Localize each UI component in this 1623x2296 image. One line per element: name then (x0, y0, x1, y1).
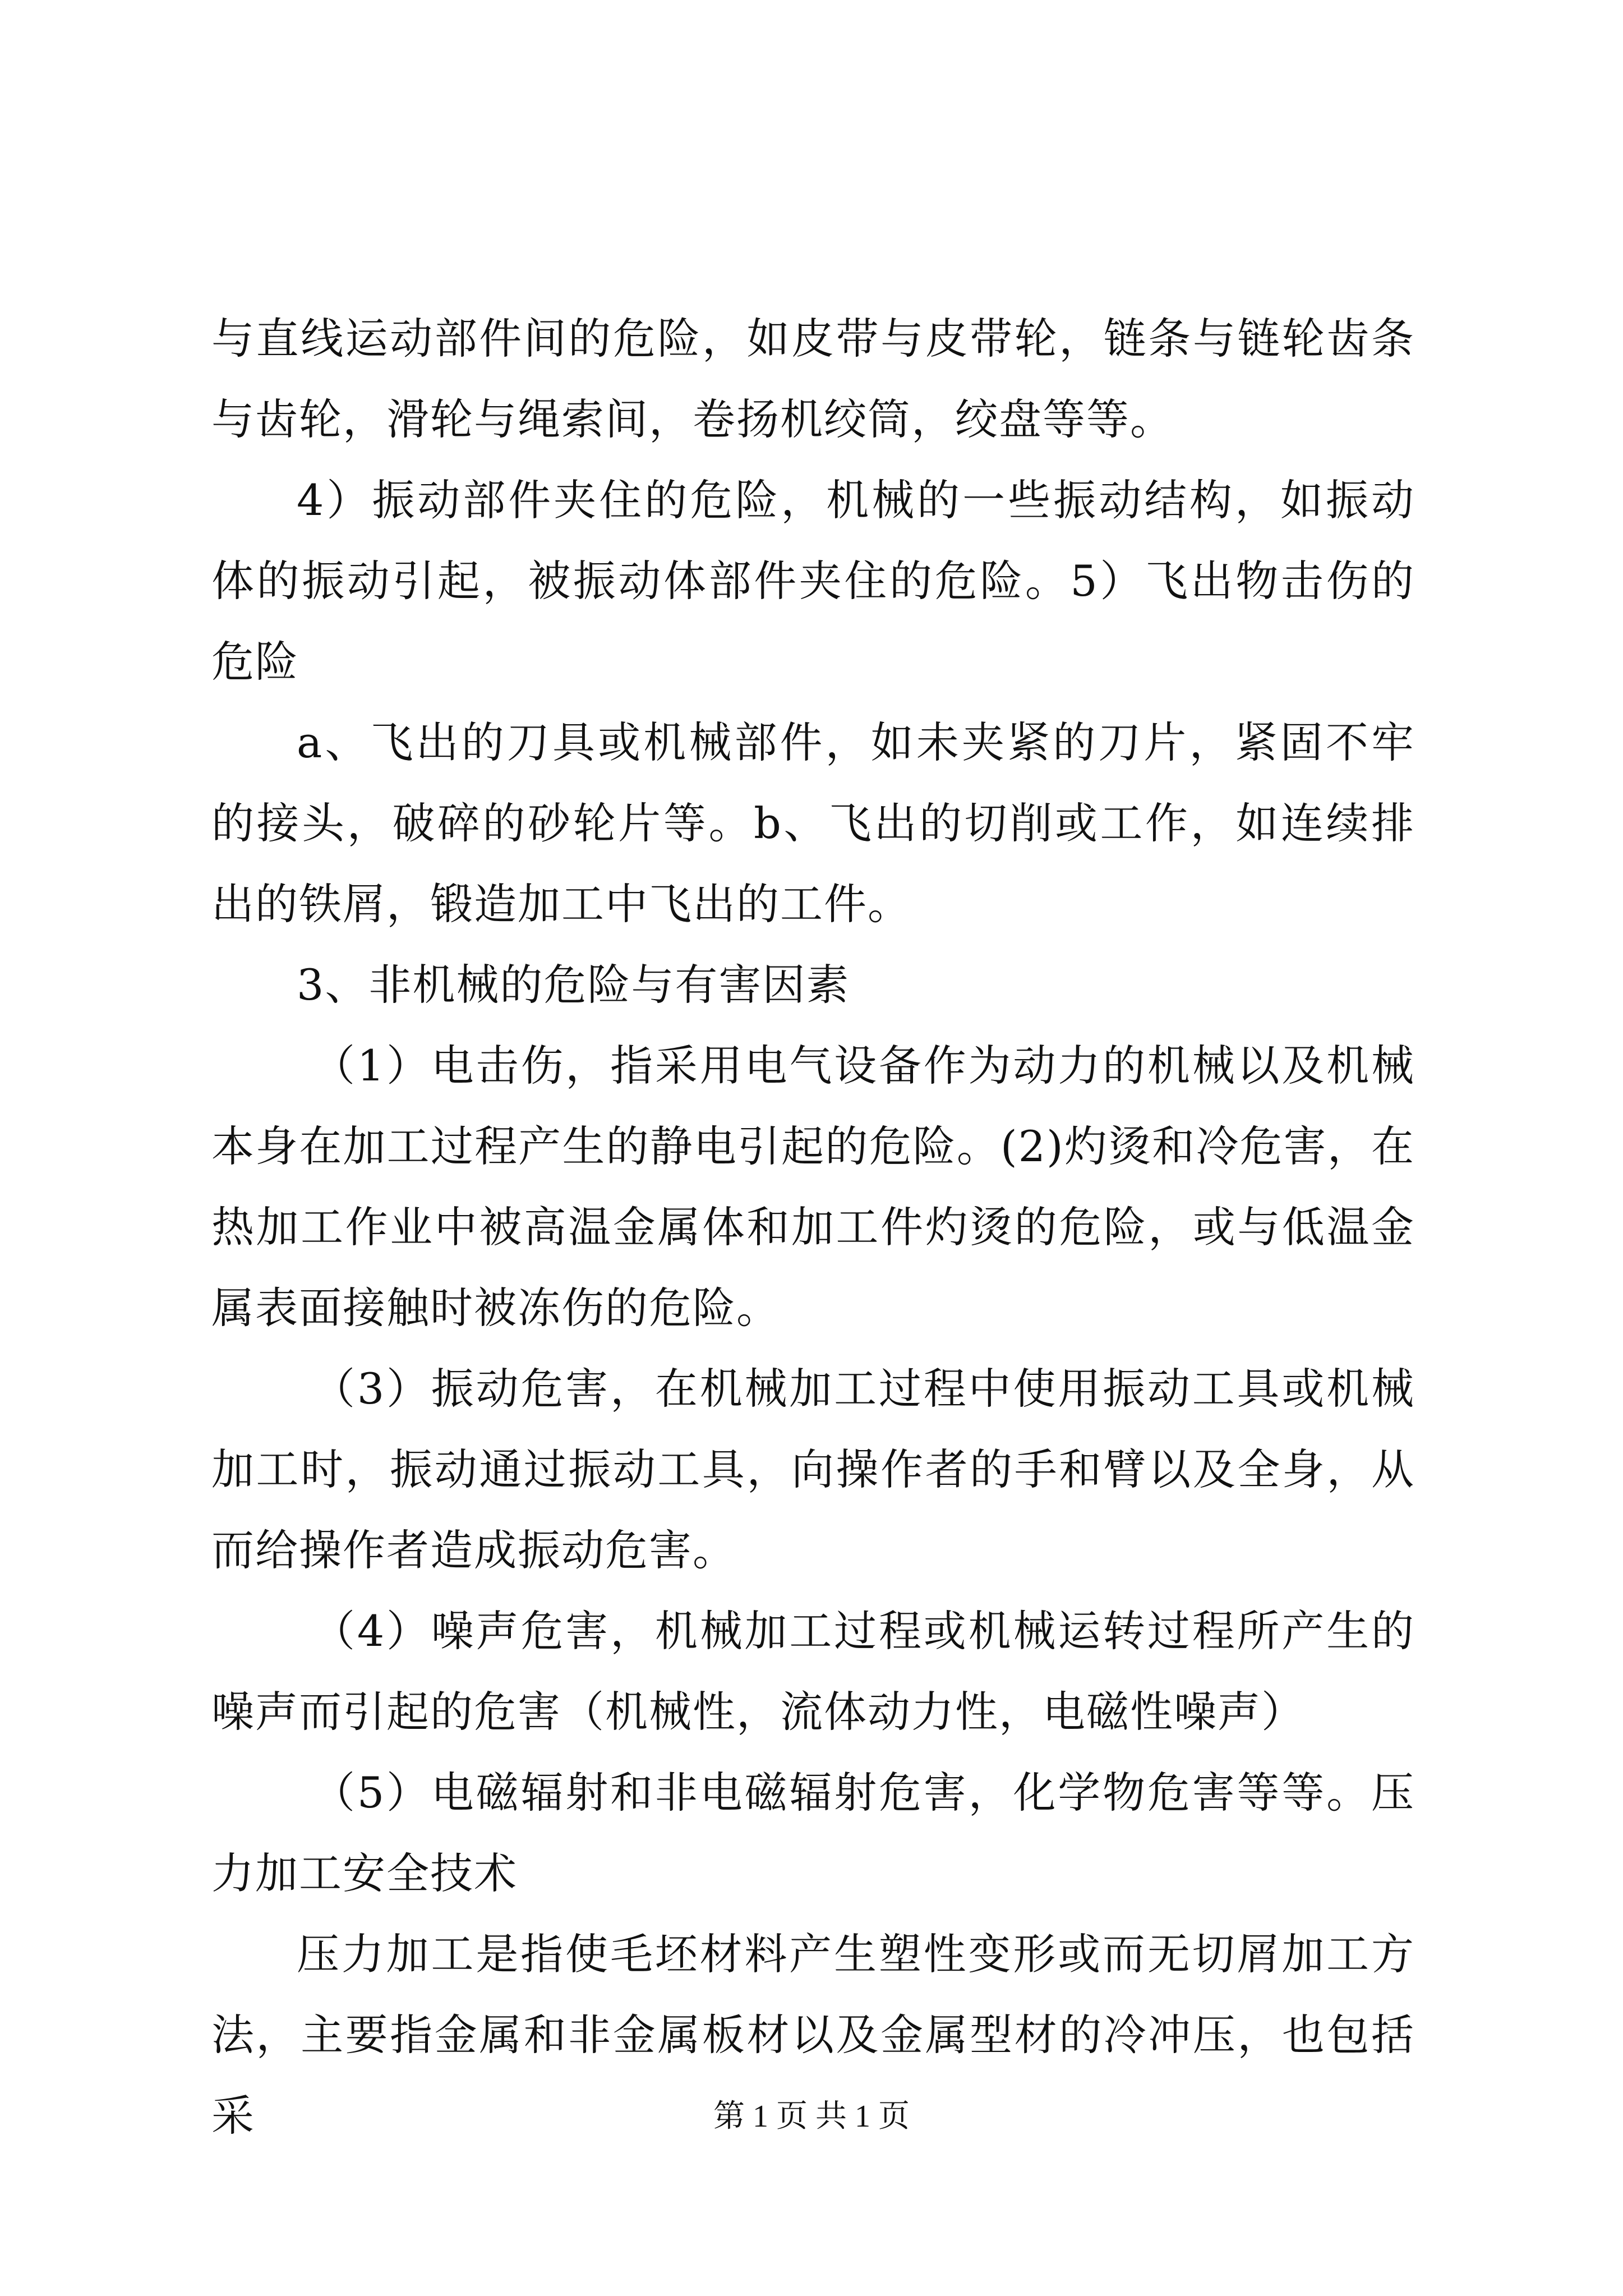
paragraph-continuation: 与直线运动部件间的危险，如皮带与皮带轮，链条与链轮齿条与齿轮，滑轮与绳索间，卷扬机绞筒，绞盘等等。 (211, 314, 1415, 444)
paragraph-press-working: 压力加工是指使毛坯材料产生塑性变形或而无切屑加工方法，主要指金属和非金属板材以及金属型材的冷冲压，也包括采 (211, 1929, 1415, 2141)
paragraph-vibration-hazard: 4）振动部件夹住的危险，机械的一些振动结构，如振动体的振动引起，被振动体部件夹住的危险。5）飞出物击伤的危险 (211, 475, 1415, 687)
paragraph-noise: （4）噪声危害，机械加工过程或机械运转过程所产生的噪声而引起的危害（机械性，流体动力性，电磁性噪声） (211, 1606, 1415, 1737)
section-heading-non-mechanical: 3、非机械的危险与有害因素 (297, 960, 850, 1010)
paragraph-electric-shock: （1）电击伤，指采用电气设备作为动力的机械以及机械本身在加工过程产生的静电引起的危险。(2)灼烫和冷危害，在热加工作业中被高温金属体和加工件灼烫的危险，或与低温金属表面接触时被冻伤的危险。 (211, 1041, 1415, 1333)
body-text (211, 298, 1415, 2156)
page-footer: 第 1 页 共 1 页 (713, 2099, 910, 2134)
paragraph-vibration: （3）振动危害，在机械加工过程中使用振动工具或机械加工时，振动通过振动工具，向操作者的手和臂以及全身，从而给操作者造成振动危害。 (211, 1364, 1415, 1575)
paragraph-radiation: （5）电磁辐射和非电磁辐射危害，化学物危害等等。压力加工安全技术 (211, 1768, 1415, 1898)
paragraph-flying-objects: a、飞出的刀具或机械部件，如未夹紧的刀片，紧固不牢的接头，破碎的砂轮片等。b、飞出的切削或工作，如连续排出的铁屑，锻造加工中飞出的工件。 (211, 717, 1415, 929)
